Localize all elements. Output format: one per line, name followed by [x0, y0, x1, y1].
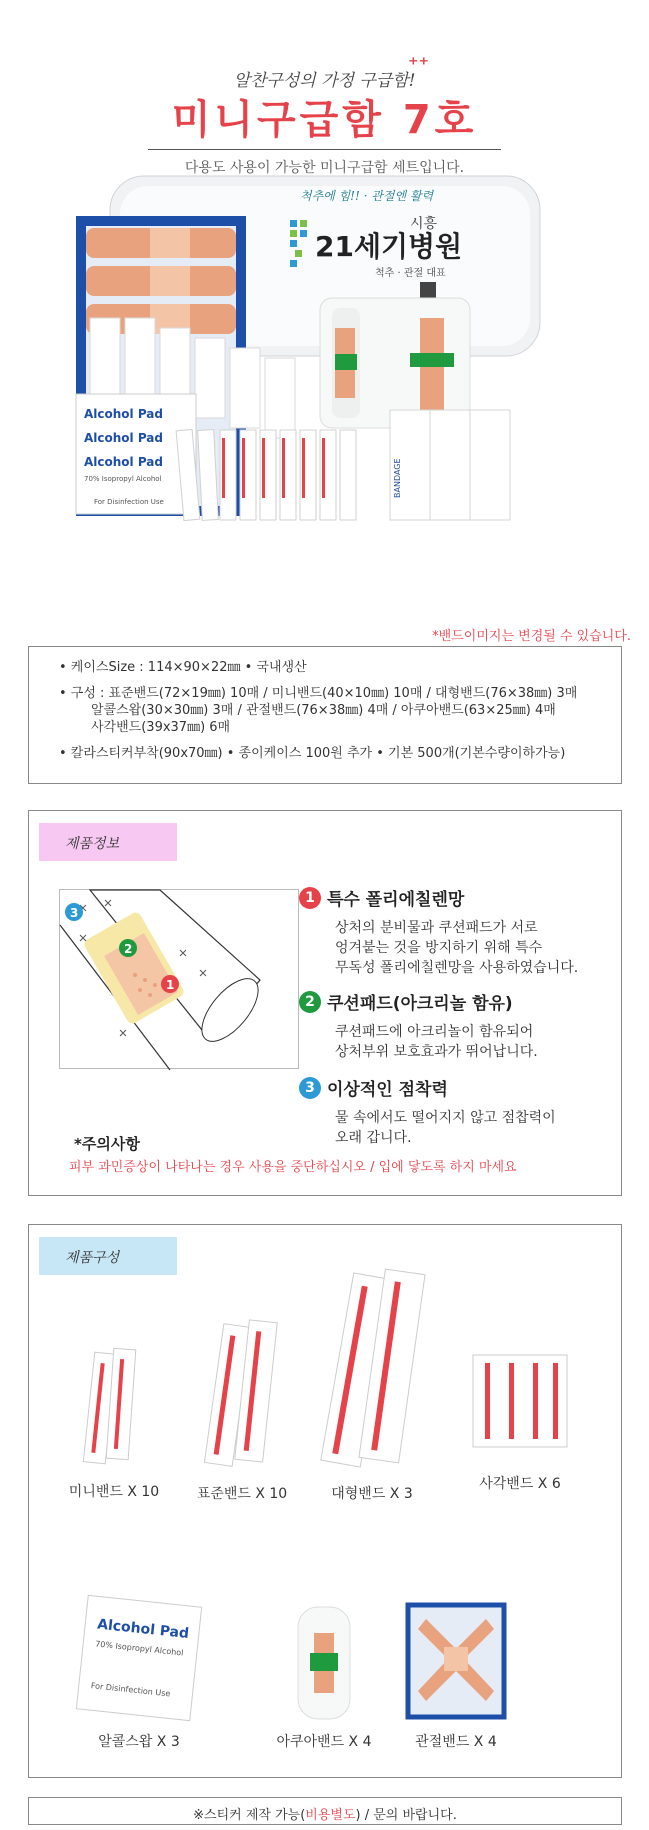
svg-text:3: 3 — [70, 906, 79, 920]
standard-band-image — [192, 1315, 292, 1475]
sticker-notice-post: ) / 문의 바랍니다. — [355, 1808, 457, 1823]
joint-band-image — [396, 1599, 516, 1723]
feature-desc-line: 쿠션패드에 아크리놀이 함유되어 — [335, 1024, 534, 1040]
feature-desc-line: 상처의 분비물과 쿠션패드가 서로 — [335, 920, 538, 936]
svg-text:2: 2 — [124, 942, 133, 956]
feature-title: 쿠션패드(아크리놀 함유) — [327, 994, 513, 1014]
feature-desc-line: 물 속에서도 떨어지지 않고 점찹력이 — [335, 1110, 556, 1126]
components-tag: 제품구성 — [39, 1237, 177, 1275]
hero-alcohol-pad-1: Alcohol Pad — [84, 407, 163, 421]
tagline: 알찬구성의 가정 구급함! — [233, 71, 416, 91]
component-large-band — [307, 1265, 437, 1503]
caution-title: *주의사항 — [74, 1135, 140, 1153]
feature-title: 특수 폴리에칠렌망 — [327, 890, 465, 910]
component-alcohol-swab — [69, 1593, 209, 1751]
hero-alcohol-use: For Disinfection Use — [94, 498, 164, 506]
feature-number-icon: 3 — [299, 1077, 321, 1099]
component-label: 대형밴드 X 3 — [331, 1486, 413, 1502]
feature-2 — [299, 989, 538, 1062]
spec-line-3: • 칼라스티커부착(90x70㎜) • 종이케이스 100원 추가 • 기본 500개(기본수량이하가능) — [59, 746, 566, 761]
page-subtitle: 다용도 사용이 가능한 미니구급함 세트입니다. — [184, 160, 465, 176]
alcohol-pad-sub: 70% Isopropyl Alcohol — [94, 1639, 184, 1658]
case-hospital: 21세기병원 — [315, 230, 463, 263]
large-band-image — [317, 1265, 427, 1475]
image-disclaimer: *밴드이미지는 변경될 수 있습니다. — [432, 629, 631, 644]
feature-number-icon: 2 — [299, 991, 321, 1013]
product-hero-image — [84, 189, 570, 608]
caution-text: 피부 과민증상이 나타나는 경우 사용을 중단하십시오 / 입에 닿도록 하지 마세요 — [69, 1160, 517, 1175]
hero-band-text: BANDAGE — [393, 458, 402, 498]
hero-alcohol-pad-3: Alcohol Pad — [84, 455, 163, 469]
svg-text:1: 1 — [166, 978, 175, 992]
component-label: 알콜스왑 X 3 — [98, 1734, 180, 1750]
aqua-band-image — [284, 1603, 364, 1723]
feature-title: 이상적인 점착력 — [327, 1080, 448, 1100]
component-label: 사각밴드 X 6 — [479, 1476, 561, 1492]
divider — [148, 149, 501, 150]
feature-3 — [299, 1075, 556, 1148]
component-label: 표준밴드 X 10 — [196, 1486, 288, 1502]
spec-line-1: • 케이스Size : 114×90×22㎜ • 국내생산 — [59, 660, 307, 675]
alcohol-swab-image — [74, 1593, 204, 1723]
case-sub: 척추 · 관절 대표 — [375, 268, 446, 279]
case-hospital-prefix: 시흥 — [410, 216, 438, 232]
hero-alcohol-pad-2: Alcohol Pad — [84, 431, 163, 445]
sticker-notice-pre: ※스티커 제작 가능( — [193, 1808, 306, 1823]
alcohol-pad-title: Alcohol Pad — [96, 1616, 190, 1643]
product-info-tag: 제품정보 — [39, 823, 177, 861]
feature-number-icon: 1 — [299, 887, 321, 909]
component-label: 미니밴드 X 10 — [68, 1484, 160, 1500]
feature-desc-line: 무독성 폴리에칠렌망을 사용하였습니다. — [335, 960, 579, 976]
page-title: 미니구급함 7호 — [171, 97, 478, 143]
sticker-notice-highlight: 비용별도 — [305, 1808, 356, 1823]
feature-desc-line: 오래 갑니다. — [335, 1130, 412, 1146]
sticker-notice — [28, 1797, 622, 1825]
hero-alcohol-sub: 70% Isopropyl Alcohol — [84, 475, 162, 483]
mini-band-image — [74, 1343, 154, 1473]
component-joint-band — [381, 1599, 531, 1751]
feature-1 — [299, 885, 578, 978]
spec-box — [28, 646, 622, 784]
components-box — [28, 1224, 622, 1778]
case-slogan: 척추에 힘!! · 관절엔 활력 — [300, 189, 434, 203]
spec-line-2b: 알콜스왑(30×30㎜) 3매 / 관절밴드(76×38㎜) 4매 / 아쿠아밴드(63×25㎜) 4매 — [91, 703, 556, 718]
alcohol-pad-use: For Disinfection Use — [90, 1681, 171, 1699]
square-band-image — [465, 1345, 575, 1465]
feature-desc-line: 상처부위 보호효과가 뛰어납니다. — [335, 1044, 538, 1060]
sparkle-icon: ⁺⁺ — [408, 52, 430, 76]
component-mini-band — [49, 1343, 179, 1501]
component-label: 아쿠아밴드 X 4 — [276, 1734, 372, 1750]
feature-desc-line: 엉겨붙는 것을 방지하기 위해 특수 — [335, 940, 543, 956]
component-label: 관절밴드 X 4 — [415, 1734, 497, 1750]
spec-line-2c: 사각밴드(39x37㎜) 6매 — [91, 720, 231, 735]
component-aqua-band — [259, 1603, 389, 1751]
bandage-diagram — [59, 889, 299, 1069]
component-standard-band — [177, 1315, 307, 1503]
component-square-band — [455, 1345, 585, 1493]
product-info-box — [28, 810, 622, 1196]
spec-line-2a: • 구성 : 표준밴드(72×19㎜) 10매 / 미니밴드(40×10㎜) 10매 / 대형밴드(76×38㎜) 3매 — [59, 686, 578, 701]
